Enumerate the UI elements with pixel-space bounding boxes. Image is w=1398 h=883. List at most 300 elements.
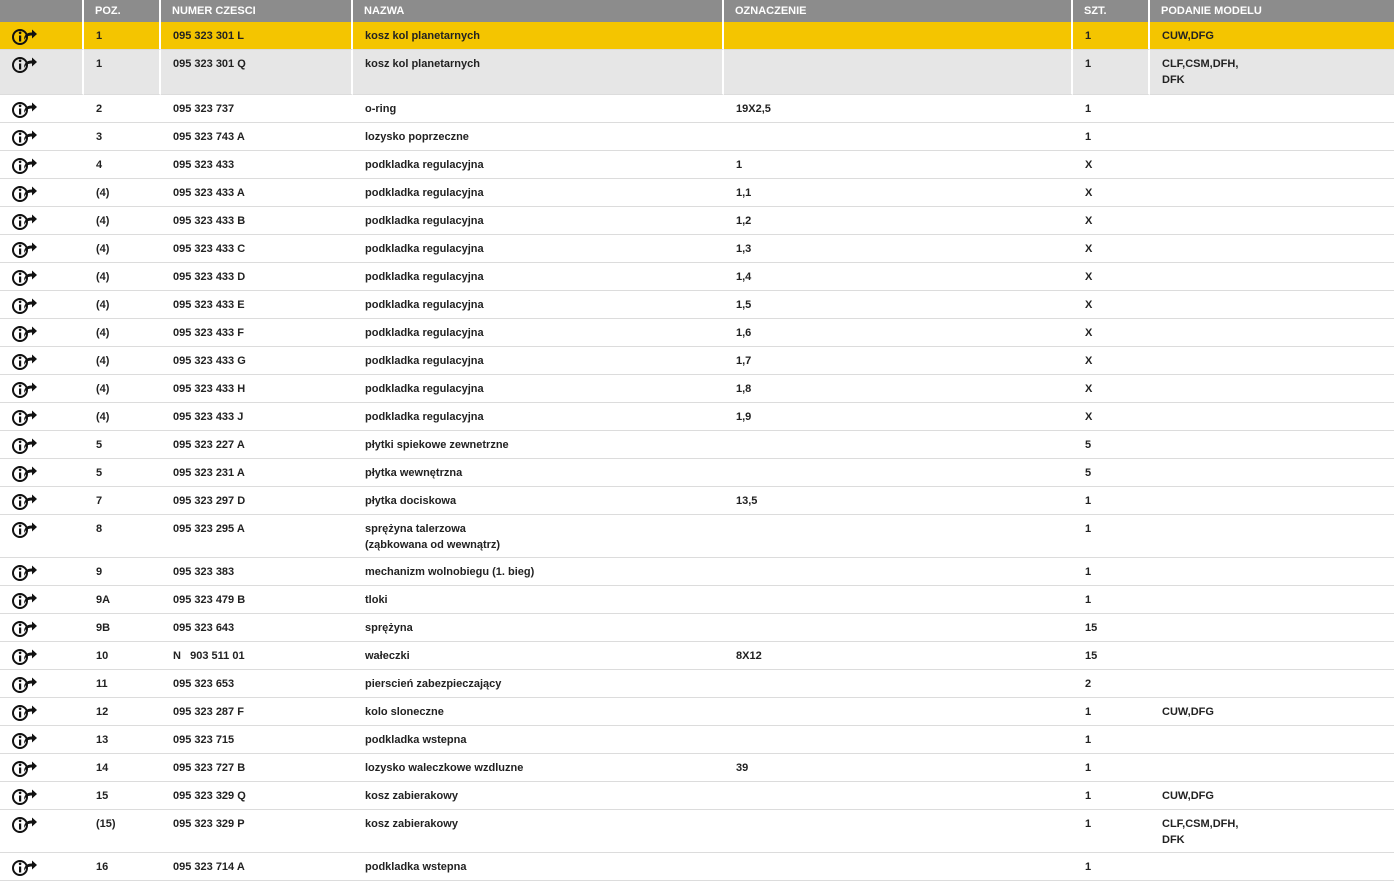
model-cell bbox=[1150, 347, 1394, 375]
designation-cell bbox=[724, 698, 1073, 726]
designation-cell bbox=[724, 50, 1073, 95]
name-cell-text: kosz kol planetarnych bbox=[365, 58, 480, 70]
poz-cell bbox=[84, 698, 161, 726]
part-number-cell bbox=[161, 754, 353, 782]
info-arrow-icon[interactable] bbox=[12, 185, 38, 203]
part-number-cell bbox=[161, 235, 353, 263]
part-number-cell-text: 095 323 433 D bbox=[173, 271, 246, 283]
row-icon-cell[interactable] bbox=[0, 670, 84, 698]
poz-cell-text: 5 bbox=[96, 439, 103, 451]
info-arrow-icon[interactable] bbox=[12, 592, 38, 610]
table-row[interactable] bbox=[0, 431, 1394, 459]
table-row[interactable] bbox=[0, 853, 1394, 881]
quantity-cell bbox=[1073, 515, 1150, 558]
poz-cell-text: 12 bbox=[96, 706, 109, 718]
info-arrow-icon[interactable] bbox=[12, 521, 38, 539]
model-cell bbox=[1150, 95, 1394, 123]
row-icon-cell[interactable] bbox=[0, 515, 84, 558]
designation-cell bbox=[724, 319, 1073, 347]
designation-cell bbox=[724, 726, 1073, 754]
quantity-cell bbox=[1073, 151, 1150, 179]
info-arrow-icon[interactable] bbox=[12, 241, 38, 259]
part-number-cell bbox=[161, 810, 353, 853]
table-body bbox=[0, 22, 1394, 881]
header-part-number[interactable]: NUMER CZESCI bbox=[161, 0, 353, 22]
name-cell bbox=[353, 726, 724, 754]
model-cell bbox=[1150, 235, 1394, 263]
designation-cell-text: 1,6 bbox=[736, 327, 752, 339]
name-cell-text: podkladka regulacyjna bbox=[365, 187, 484, 199]
poz-cell-text: 1 bbox=[96, 58, 103, 70]
row-icon-cell[interactable] bbox=[0, 179, 84, 207]
designation-cell bbox=[724, 558, 1073, 586]
name-cell-text: podkladka regulacyjna bbox=[365, 159, 484, 171]
info-arrow-icon[interactable] bbox=[12, 465, 38, 483]
part-number-cell-text: N 903 511 01 bbox=[173, 650, 245, 662]
designation-cell bbox=[724, 263, 1073, 291]
poz-cell bbox=[84, 50, 161, 95]
header-poz[interactable]: POZ. bbox=[84, 0, 161, 22]
designation-cell bbox=[724, 235, 1073, 263]
quantity-cell-text: X bbox=[1085, 187, 1093, 199]
name-cell bbox=[353, 642, 724, 670]
quantity-cell bbox=[1073, 375, 1150, 403]
row-icon-cell[interactable] bbox=[0, 151, 84, 179]
poz-cell bbox=[84, 614, 161, 642]
row-icon-cell[interactable] bbox=[0, 431, 84, 459]
info-arrow-icon[interactable] bbox=[12, 493, 38, 511]
row-icon-cell[interactable] bbox=[0, 263, 84, 291]
part-number-cell-text: 095 323 433 F bbox=[173, 327, 244, 339]
designation-cell bbox=[724, 670, 1073, 698]
part-number-cell bbox=[161, 586, 353, 614]
quantity-cell bbox=[1073, 431, 1150, 459]
model-cell bbox=[1150, 319, 1394, 347]
table-row[interactable] bbox=[0, 95, 1394, 123]
row-icon-cell[interactable] bbox=[0, 22, 84, 50]
name-cell bbox=[353, 50, 724, 95]
part-number-cell-text: 095 323 433 A bbox=[173, 187, 245, 199]
poz-cell-text: (15) bbox=[96, 818, 116, 830]
table-row[interactable] bbox=[0, 123, 1394, 151]
poz-cell-text: 5 bbox=[96, 467, 103, 479]
poz-cell-text: (4) bbox=[96, 187, 110, 199]
designation-cell-text: 8X12 bbox=[736, 650, 762, 662]
table-row[interactable] bbox=[0, 670, 1394, 698]
designation-cell-text: 1,4 bbox=[736, 271, 752, 283]
part-number-cell bbox=[161, 22, 353, 50]
poz-cell bbox=[84, 22, 161, 50]
designation-cell-text: 39 bbox=[736, 762, 749, 774]
designation-cell bbox=[724, 459, 1073, 487]
row-icon-cell[interactable] bbox=[0, 207, 84, 235]
poz-cell-text: 8 bbox=[96, 523, 103, 535]
table-row[interactable] bbox=[0, 782, 1394, 810]
quantity-cell bbox=[1073, 614, 1150, 642]
table-row[interactable] bbox=[0, 810, 1394, 853]
info-arrow-icon[interactable] bbox=[12, 564, 38, 582]
row-icon-cell[interactable] bbox=[0, 642, 84, 670]
info-arrow-icon[interactable] bbox=[12, 676, 38, 694]
row-icon-cell[interactable] bbox=[0, 754, 84, 782]
designation-cell bbox=[724, 151, 1073, 179]
quantity-cell bbox=[1073, 22, 1150, 50]
name-cell-text: podkladka regulacyjna bbox=[365, 271, 484, 283]
info-arrow-icon[interactable] bbox=[12, 213, 38, 231]
part-number-cell bbox=[161, 487, 353, 515]
model-cell bbox=[1150, 403, 1394, 431]
table-row[interactable] bbox=[0, 263, 1394, 291]
info-arrow-icon[interactable] bbox=[12, 788, 38, 806]
quantity-cell-text: 5 bbox=[1085, 467, 1092, 479]
poz-cell-text: 11 bbox=[96, 678, 108, 690]
info-arrow-icon[interactable] bbox=[12, 269, 38, 287]
name-cell bbox=[353, 698, 724, 726]
model-cell bbox=[1150, 207, 1394, 235]
quantity-cell bbox=[1073, 207, 1150, 235]
model-cell bbox=[1150, 558, 1394, 586]
row-icon-cell[interactable] bbox=[0, 291, 84, 319]
designation-cell bbox=[724, 810, 1073, 853]
name-cell bbox=[353, 95, 724, 123]
poz-cell bbox=[84, 726, 161, 754]
quantity-cell-text: 1 bbox=[1085, 706, 1092, 718]
table-row[interactable] bbox=[0, 614, 1394, 642]
part-number-cell bbox=[161, 431, 353, 459]
part-number-cell-text: 095 323 301 Q bbox=[173, 58, 246, 70]
info-arrow-icon[interactable] bbox=[12, 760, 38, 778]
designation-cell bbox=[724, 782, 1073, 810]
part-number-cell bbox=[161, 207, 353, 235]
model-cell bbox=[1150, 810, 1394, 853]
row-icon-cell[interactable] bbox=[0, 235, 84, 263]
poz-cell bbox=[84, 235, 161, 263]
quantity-cell-text: 1 bbox=[1085, 131, 1092, 143]
quantity-cell bbox=[1073, 123, 1150, 151]
part-number-cell-text: 095 323 227 A bbox=[173, 439, 245, 451]
info-arrow-icon[interactable] bbox=[12, 28, 38, 46]
part-number-cell bbox=[161, 459, 353, 487]
row-icon-cell[interactable] bbox=[0, 403, 84, 431]
name-cell-text: podkladka wstepna bbox=[365, 734, 467, 746]
part-number-cell bbox=[161, 698, 353, 726]
name-cell-text: płytka dociskowa bbox=[365, 495, 457, 507]
poz-cell-text: (4) bbox=[96, 243, 110, 255]
quantity-cell-text: X bbox=[1085, 327, 1093, 339]
model-cell bbox=[1150, 642, 1394, 670]
row-icon-cell[interactable] bbox=[0, 614, 84, 642]
quantity-cell-text: X bbox=[1085, 411, 1093, 423]
poz-cell-text: 13 bbox=[96, 734, 109, 746]
row-icon-cell[interactable] bbox=[0, 558, 84, 586]
name-cell-text: podkladka regulacyjna bbox=[365, 215, 484, 227]
table-row[interactable] bbox=[0, 50, 1394, 95]
header-row bbox=[0, 0, 1394, 22]
header-name[interactable]: NAZWA bbox=[353, 0, 724, 22]
quantity-cell-text: 15 bbox=[1085, 622, 1098, 634]
part-number-cell bbox=[161, 151, 353, 179]
name-cell-text: podkladka regulacyjna bbox=[365, 383, 484, 395]
quantity-cell-text: X bbox=[1085, 243, 1093, 255]
table-row[interactable] bbox=[0, 403, 1394, 431]
poz-cell bbox=[84, 558, 161, 586]
poz-cell-text: (4) bbox=[96, 327, 110, 339]
table-row[interactable] bbox=[0, 347, 1394, 375]
designation-cell bbox=[724, 403, 1073, 431]
model-cell bbox=[1150, 726, 1394, 754]
model-cell-text: CUW,DFG bbox=[1162, 30, 1214, 42]
poz-cell-text: (4) bbox=[96, 271, 110, 283]
poz-cell bbox=[84, 670, 161, 698]
name-cell bbox=[353, 347, 724, 375]
model-cell bbox=[1150, 586, 1394, 614]
model-cell bbox=[1150, 670, 1394, 698]
poz-cell bbox=[84, 586, 161, 614]
part-number-cell-text: 095 323 433 G bbox=[173, 355, 246, 367]
poz-cell-text: 14 bbox=[96, 762, 109, 774]
row-icon-cell[interactable] bbox=[0, 586, 84, 614]
quantity-cell bbox=[1073, 726, 1150, 754]
name-cell bbox=[353, 291, 724, 319]
part-number-cell bbox=[161, 95, 353, 123]
quantity-cell bbox=[1073, 754, 1150, 782]
designation-cell bbox=[724, 291, 1073, 319]
quantity-cell-text: X bbox=[1085, 355, 1093, 367]
quantity-cell bbox=[1073, 347, 1150, 375]
name-cell bbox=[353, 235, 724, 263]
poz-cell bbox=[84, 431, 161, 459]
poz-cell bbox=[84, 459, 161, 487]
poz-cell bbox=[84, 782, 161, 810]
poz-cell bbox=[84, 263, 161, 291]
model-cell bbox=[1150, 179, 1394, 207]
model-cell bbox=[1150, 782, 1394, 810]
row-icon-cell[interactable] bbox=[0, 347, 84, 375]
designation-cell bbox=[724, 642, 1073, 670]
poz-cell-text: 9 bbox=[96, 566, 103, 578]
part-number-cell bbox=[161, 347, 353, 375]
info-arrow-icon[interactable] bbox=[12, 101, 38, 119]
name-cell bbox=[353, 614, 724, 642]
info-arrow-icon[interactable] bbox=[12, 437, 38, 455]
name-cell-text: kosz kol planetarnych bbox=[365, 30, 480, 42]
part-number-cell-text: 095 323 297 D bbox=[173, 495, 246, 507]
info-arrow-icon[interactable] bbox=[12, 704, 38, 722]
model-cell-text: CUW,DFG bbox=[1162, 790, 1214, 802]
info-arrow-icon[interactable] bbox=[12, 648, 38, 666]
part-number-cell-text: 095 323 433 C bbox=[173, 243, 246, 255]
poz-cell-text: (4) bbox=[96, 383, 110, 395]
model-cell bbox=[1150, 754, 1394, 782]
info-arrow-icon[interactable] bbox=[12, 297, 38, 315]
designation-cell bbox=[724, 754, 1073, 782]
designation-cell-text: 1,7 bbox=[736, 355, 752, 367]
poz-cell bbox=[84, 375, 161, 403]
designation-cell bbox=[724, 853, 1073, 881]
poz-cell-text: (4) bbox=[96, 299, 110, 311]
poz-cell bbox=[84, 403, 161, 431]
name-cell-text: kosz zabierakowy bbox=[365, 818, 458, 830]
row-icon-cell[interactable] bbox=[0, 459, 84, 487]
designation-cell bbox=[724, 487, 1073, 515]
designation-cell bbox=[724, 179, 1073, 207]
part-number-cell bbox=[161, 123, 353, 151]
header-designation[interactable]: OZNACZENIE bbox=[724, 0, 1073, 22]
part-number-cell-text: 095 323 433 E bbox=[173, 299, 245, 311]
part-number-cell bbox=[161, 670, 353, 698]
quantity-cell-text: X bbox=[1085, 159, 1093, 171]
row-icon-cell[interactable] bbox=[0, 487, 84, 515]
part-number-cell bbox=[161, 558, 353, 586]
quantity-cell bbox=[1073, 810, 1150, 853]
quantity-cell-text: X bbox=[1085, 215, 1093, 227]
row-icon-cell[interactable] bbox=[0, 375, 84, 403]
name-cell-text: podkladka regulacyjna bbox=[365, 243, 484, 255]
table-row[interactable] bbox=[0, 291, 1394, 319]
poz-cell-text: (4) bbox=[96, 355, 110, 367]
part-number-cell bbox=[161, 782, 353, 810]
info-arrow-icon[interactable] bbox=[12, 56, 38, 74]
table-row[interactable] bbox=[0, 235, 1394, 263]
poz-cell-text: 2 bbox=[96, 103, 103, 115]
part-number-cell-text: 095 323 643 bbox=[173, 622, 235, 634]
row-icon-cell[interactable] bbox=[0, 810, 84, 853]
info-arrow-icon[interactable] bbox=[12, 381, 38, 399]
row-icon-cell[interactable] bbox=[0, 50, 84, 95]
quantity-cell bbox=[1073, 782, 1150, 810]
table-row[interactable] bbox=[0, 459, 1394, 487]
quantity-cell bbox=[1073, 459, 1150, 487]
quantity-cell bbox=[1073, 487, 1150, 515]
poz-cell bbox=[84, 515, 161, 558]
part-number-cell-text: 095 323 231 A bbox=[173, 467, 245, 479]
part-number-cell bbox=[161, 403, 353, 431]
table-row[interactable] bbox=[0, 151, 1394, 179]
name-cell-text: tloki bbox=[365, 594, 388, 606]
row-icon-cell[interactable] bbox=[0, 782, 84, 810]
table-row[interactable] bbox=[0, 586, 1394, 614]
quantity-cell bbox=[1073, 403, 1150, 431]
quantity-cell-text: 1 bbox=[1085, 523, 1092, 535]
row-icon-cell[interactable] bbox=[0, 123, 84, 151]
table-row[interactable] bbox=[0, 642, 1394, 670]
part-number-cell-text: 095 323 287 F bbox=[173, 706, 244, 718]
part-number-cell bbox=[161, 515, 353, 558]
table-row[interactable] bbox=[0, 179, 1394, 207]
name-cell bbox=[353, 558, 724, 586]
name-cell-text: sprężyna talerzowa (ząbkowana od wewnątrz) bbox=[365, 523, 501, 551]
table-row[interactable] bbox=[0, 375, 1394, 403]
model-cell bbox=[1150, 263, 1394, 291]
row-icon-cell[interactable] bbox=[0, 95, 84, 123]
designation-cell-text: 13,5 bbox=[736, 495, 758, 507]
table-row[interactable] bbox=[0, 515, 1394, 558]
name-cell bbox=[353, 431, 724, 459]
part-number-cell-text: 095 323 479 B bbox=[173, 594, 246, 606]
header-model[interactable]: PODANIE MODELU bbox=[1150, 0, 1394, 22]
table-row[interactable] bbox=[0, 207, 1394, 235]
table-row[interactable] bbox=[0, 487, 1394, 515]
info-arrow-icon[interactable] bbox=[12, 859, 38, 877]
poz-cell bbox=[84, 853, 161, 881]
part-number-cell-text: 095 323 295 A bbox=[173, 523, 245, 535]
model-cell bbox=[1150, 614, 1394, 642]
table-row[interactable] bbox=[0, 698, 1394, 726]
model-cell bbox=[1150, 50, 1394, 95]
name-cell-text: lozysko waleczkowe wzdluzne bbox=[365, 762, 524, 774]
header-quantity[interactable]: SZT. bbox=[1073, 0, 1150, 22]
poz-cell-text: 10 bbox=[96, 650, 109, 662]
name-cell-text: lozysko poprzeczne bbox=[365, 131, 469, 143]
poz-cell-text: 1 bbox=[96, 30, 103, 42]
info-arrow-icon[interactable] bbox=[12, 353, 38, 371]
poz-cell-text: 16 bbox=[96, 861, 109, 873]
header-icon bbox=[0, 0, 84, 22]
info-arrow-icon[interactable] bbox=[12, 409, 38, 427]
name-cell bbox=[353, 263, 724, 291]
quantity-cell-text: X bbox=[1085, 383, 1093, 395]
row-icon-cell[interactable] bbox=[0, 726, 84, 754]
quantity-cell bbox=[1073, 586, 1150, 614]
name-cell-text: podkladka regulacyjna bbox=[365, 355, 484, 367]
quantity-cell-text: 1 bbox=[1085, 790, 1092, 802]
poz-cell bbox=[84, 179, 161, 207]
info-arrow-icon[interactable] bbox=[12, 325, 38, 343]
quantity-cell bbox=[1073, 642, 1150, 670]
designation-cell bbox=[724, 614, 1073, 642]
info-arrow-icon[interactable] bbox=[12, 732, 38, 750]
poz-cell bbox=[84, 487, 161, 515]
quantity-cell bbox=[1073, 291, 1150, 319]
name-cell-text: sprężyna bbox=[365, 622, 413, 634]
poz-cell bbox=[84, 810, 161, 853]
part-number-cell-text: 095 323 433 B bbox=[173, 215, 246, 227]
table-row[interactable] bbox=[0, 319, 1394, 347]
model-cell bbox=[1150, 515, 1394, 558]
name-cell-text: podkladka regulacyjna bbox=[365, 327, 484, 339]
poz-cell bbox=[84, 291, 161, 319]
table-row[interactable] bbox=[0, 754, 1394, 782]
table-row[interactable] bbox=[0, 22, 1394, 50]
quantity-cell-text: 1 bbox=[1085, 818, 1092, 830]
info-arrow-icon[interactable] bbox=[12, 620, 38, 638]
model-cell bbox=[1150, 698, 1394, 726]
row-icon-cell[interactable] bbox=[0, 853, 84, 881]
table-row[interactable] bbox=[0, 726, 1394, 754]
row-icon-cell[interactable] bbox=[0, 698, 84, 726]
part-number-cell-text: 095 323 329 Q bbox=[173, 790, 246, 802]
quantity-cell-text: X bbox=[1085, 271, 1093, 283]
part-number-cell bbox=[161, 642, 353, 670]
table-header bbox=[0, 0, 1394, 22]
poz-cell bbox=[84, 151, 161, 179]
name-cell bbox=[353, 375, 724, 403]
poz-cell-text: 9A bbox=[96, 594, 111, 606]
row-icon-cell[interactable] bbox=[0, 319, 84, 347]
quantity-cell bbox=[1073, 698, 1150, 726]
part-number-cell-text: 095 323 329 P bbox=[173, 818, 245, 830]
poz-cell-text: 15 bbox=[96, 790, 109, 802]
poz-cell bbox=[84, 207, 161, 235]
name-cell bbox=[353, 782, 724, 810]
info-arrow-icon[interactable] bbox=[12, 157, 38, 175]
table-row[interactable] bbox=[0, 558, 1394, 586]
model-cell bbox=[1150, 487, 1394, 515]
poz-cell bbox=[84, 347, 161, 375]
part-number-cell-text: 095 323 727 B bbox=[173, 762, 246, 774]
info-arrow-icon[interactable] bbox=[12, 129, 38, 147]
info-arrow-icon[interactable] bbox=[12, 816, 38, 834]
